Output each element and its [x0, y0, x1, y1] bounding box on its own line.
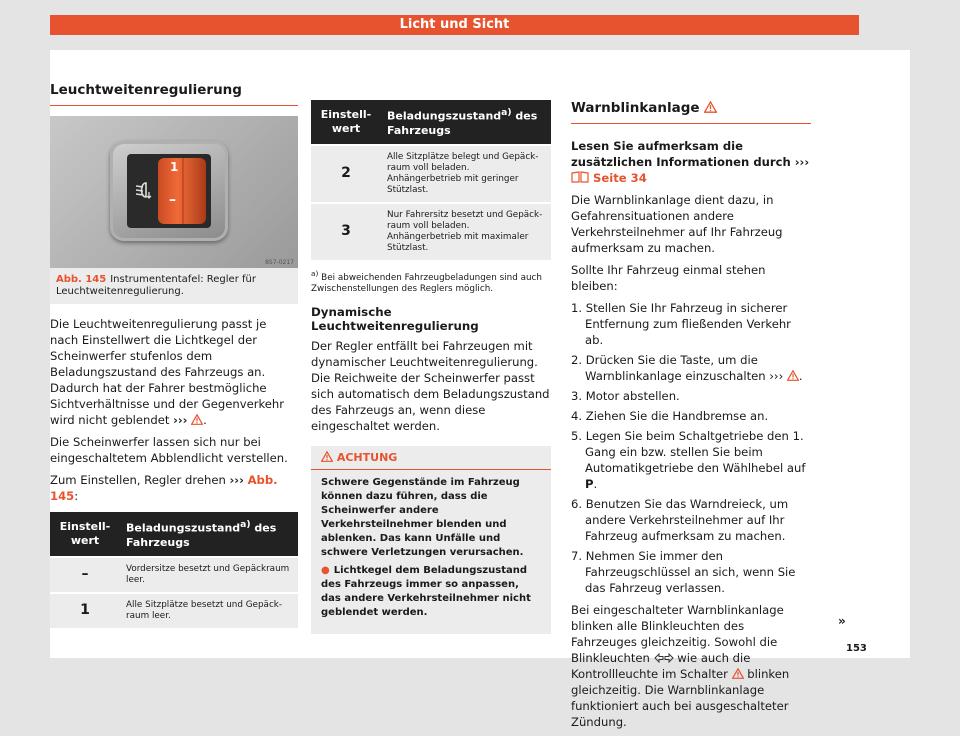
subheading-dynamic: Dynamische Leuchtweitenregulierung	[311, 304, 479, 333]
list-item: 5. Legen Sie beim Schaltgetriebe den 1. Gang ein bzw. stellen Sie beim Automatikgetriebe den Wählhebel auf P.	[571, 429, 806, 491]
paragraph: Der Regler entfällt bei Fahrzeugen mit dynamischer Leuchtweitenregulierung. Die Reichweite der Scheinwerfer passt sich automatisch dem Beladungszustand des Fahrzeugs an, wenn diese eingeschaltet werden.	[311, 338, 550, 433]
list-item: 1. Stellen Sie Ihr Fahrzeug in sicherer Entfernung zum fließenden Verkehr ab.	[571, 301, 791, 347]
table-header-load: Beladungszustand$^{a)}$ des Fahrzeugs	[120, 512, 298, 556]
turn-signal-left-icon	[654, 653, 664, 663]
headlight-range-icon	[134, 180, 156, 200]
load-table-2	[311, 98, 551, 262]
wheel-label-minus: –	[169, 192, 176, 208]
paragraph: Bei eingeschalteter Warnblinkanlage blinken alle Blinkleuchten des Fahrzeuges gleichzeitig. Sowohl die Blinkleuchten wie auch die Kontrollleuchte im Schalter blinken gleichzeitig. Die Warnblinkanlage funktioniert auch bei ausgeschalteter Zündung.	[571, 603, 790, 729]
list-item: 7. Nehmen Sie immer den Fahrzeugschlüssel an sich, wenn Sie das Fahrzeug verlassen.	[571, 549, 796, 595]
wheel-label-1: 1	[170, 160, 179, 174]
warning-triangle-icon	[321, 451, 333, 462]
figure-145	[50, 116, 298, 268]
warning-body	[311, 470, 551, 634]
figure-label: Abb. 145	[56, 274, 107, 285]
table-header-value: Einstellwert	[50, 512, 120, 556]
figure-link[interactable]: Abb. 145	[50, 473, 278, 503]
warning-box	[311, 446, 551, 634]
paragraph: Die Leuchtweitenregulierung passt je nach Einstellwert die Lichtkegel der Scheinwerfer stufenlos dem Beladungszustand des Fahrzeugs an. Dadurch hat der Fahrer bestmögliche Sichtverhältnisse und der Gegenverkehr wird nicht geblendet ››› .	[50, 317, 285, 427]
chapter-header	[50, 15, 859, 35]
table-header-load: Beladungszustand$^{a)}$ des Fahrzeugs	[381, 100, 551, 144]
cross-ref-arrows: ›››	[173, 413, 188, 427]
book-icon[interactable]	[571, 171, 589, 183]
warning-text: Schwere Gegenstände im Fahrzeug können dazu führen, dass die Scheinwerfer andere Verkehrsteilnehmer blenden und ablenken. Das kann Unfälle und schwere Verletzungen verursachen.	[321, 476, 524, 558]
column-right	[571, 100, 811, 736]
warning-triangle-icon	[704, 101, 717, 113]
paragraph: Zum Einstellen, Regler drehen ››› Abb. 145:	[50, 473, 278, 503]
section-title-leuchtweite: Leuchtweitenregulierung	[50, 82, 298, 106]
warning-bullet: ● Lichtkegel dem Beladungszustand des Fahrzeugs immer so anpassen, das andere Verkehrsteilnehmer nicht geblendet werden.	[321, 564, 531, 618]
list-item: 2. Drücken Sie die Taste, um die Warnblinkanlage einzuschalten ››› .	[571, 353, 803, 383]
column-left	[50, 82, 298, 630]
steps-list	[571, 300, 811, 596]
list-item: 3. Motor abstellen.	[571, 389, 680, 403]
warning-triangle-icon[interactable]	[191, 414, 203, 425]
page-link[interactable]: Seite 34	[593, 171, 647, 185]
turn-signal-right-icon	[664, 653, 674, 663]
list-item: 4. Ziehen Sie die Handbremse an.	[571, 409, 769, 423]
table-row: 1 Alle Sitzplätze besetzt und Gepäckraum leer.	[50, 594, 298, 628]
load-table-1	[50, 510, 298, 630]
table-row: 2 Alle Sitzplätze belegt und Gepäckraum voll beladen. Anhängerbetrieb mit geringer Stützlast.	[311, 146, 551, 202]
continue-marker: »	[838, 614, 846, 628]
figure-code: 8S7-0217	[265, 259, 294, 266]
table-row: 3 Nur Fahrersitz besetzt und Gepäckraum voll beladen. Anhängerbetrieb mit maximaler Stützlast.	[311, 204, 551, 260]
chapter-title: Licht und Sicht	[399, 17, 510, 32]
section-title-warnblink: Warnblinkanlage	[571, 100, 811, 124]
warning-triangle-icon[interactable]	[787, 370, 799, 381]
paragraph: Sollte Ihr Fahrzeug einmal stehen bleiben:	[571, 263, 766, 293]
table-header-value: Einstellwert	[311, 100, 381, 144]
column-middle	[311, 98, 551, 634]
list-item: 6. Benutzen Sie das Warndreieck, um andere Verkehrsteilnehmer auf Ihr Fahrzeug aufmerksam zu machen.	[571, 497, 789, 543]
table-row: – Vordersitze besetzt und Gepäckraum leer.	[50, 558, 298, 592]
warning-triangle-icon	[732, 668, 744, 679]
paragraph: Die Scheinwerfer lassen sich nur bei eingeschaltetem Abblendlicht verstellen.	[50, 435, 288, 465]
lead-paragraph: Lesen Sie aufmerksam die zusätzlichen Informationen durch ››› Seite 34	[571, 139, 810, 185]
figure-caption	[50, 268, 298, 304]
figure-caption-text: Instrumententafel: Regler für Leuchtweitenregulierung.	[56, 274, 256, 297]
bullet-icon: ●	[321, 564, 330, 576]
paragraph: Die Warnblinkanlage dient dazu, in Gefahrensituationen andere Verkehrsteilnehmer auf Ihr Fahrzeug aufmerksam zu machen.	[571, 193, 783, 255]
table-footnote: $^{a)}$ Bei abweichenden Fahrzeugbeladungen sind auch Zwischenstellungen des Reglers möglich.	[311, 268, 542, 294]
page-number: 153	[846, 643, 867, 654]
warning-title: ACHTUNG	[311, 446, 551, 470]
